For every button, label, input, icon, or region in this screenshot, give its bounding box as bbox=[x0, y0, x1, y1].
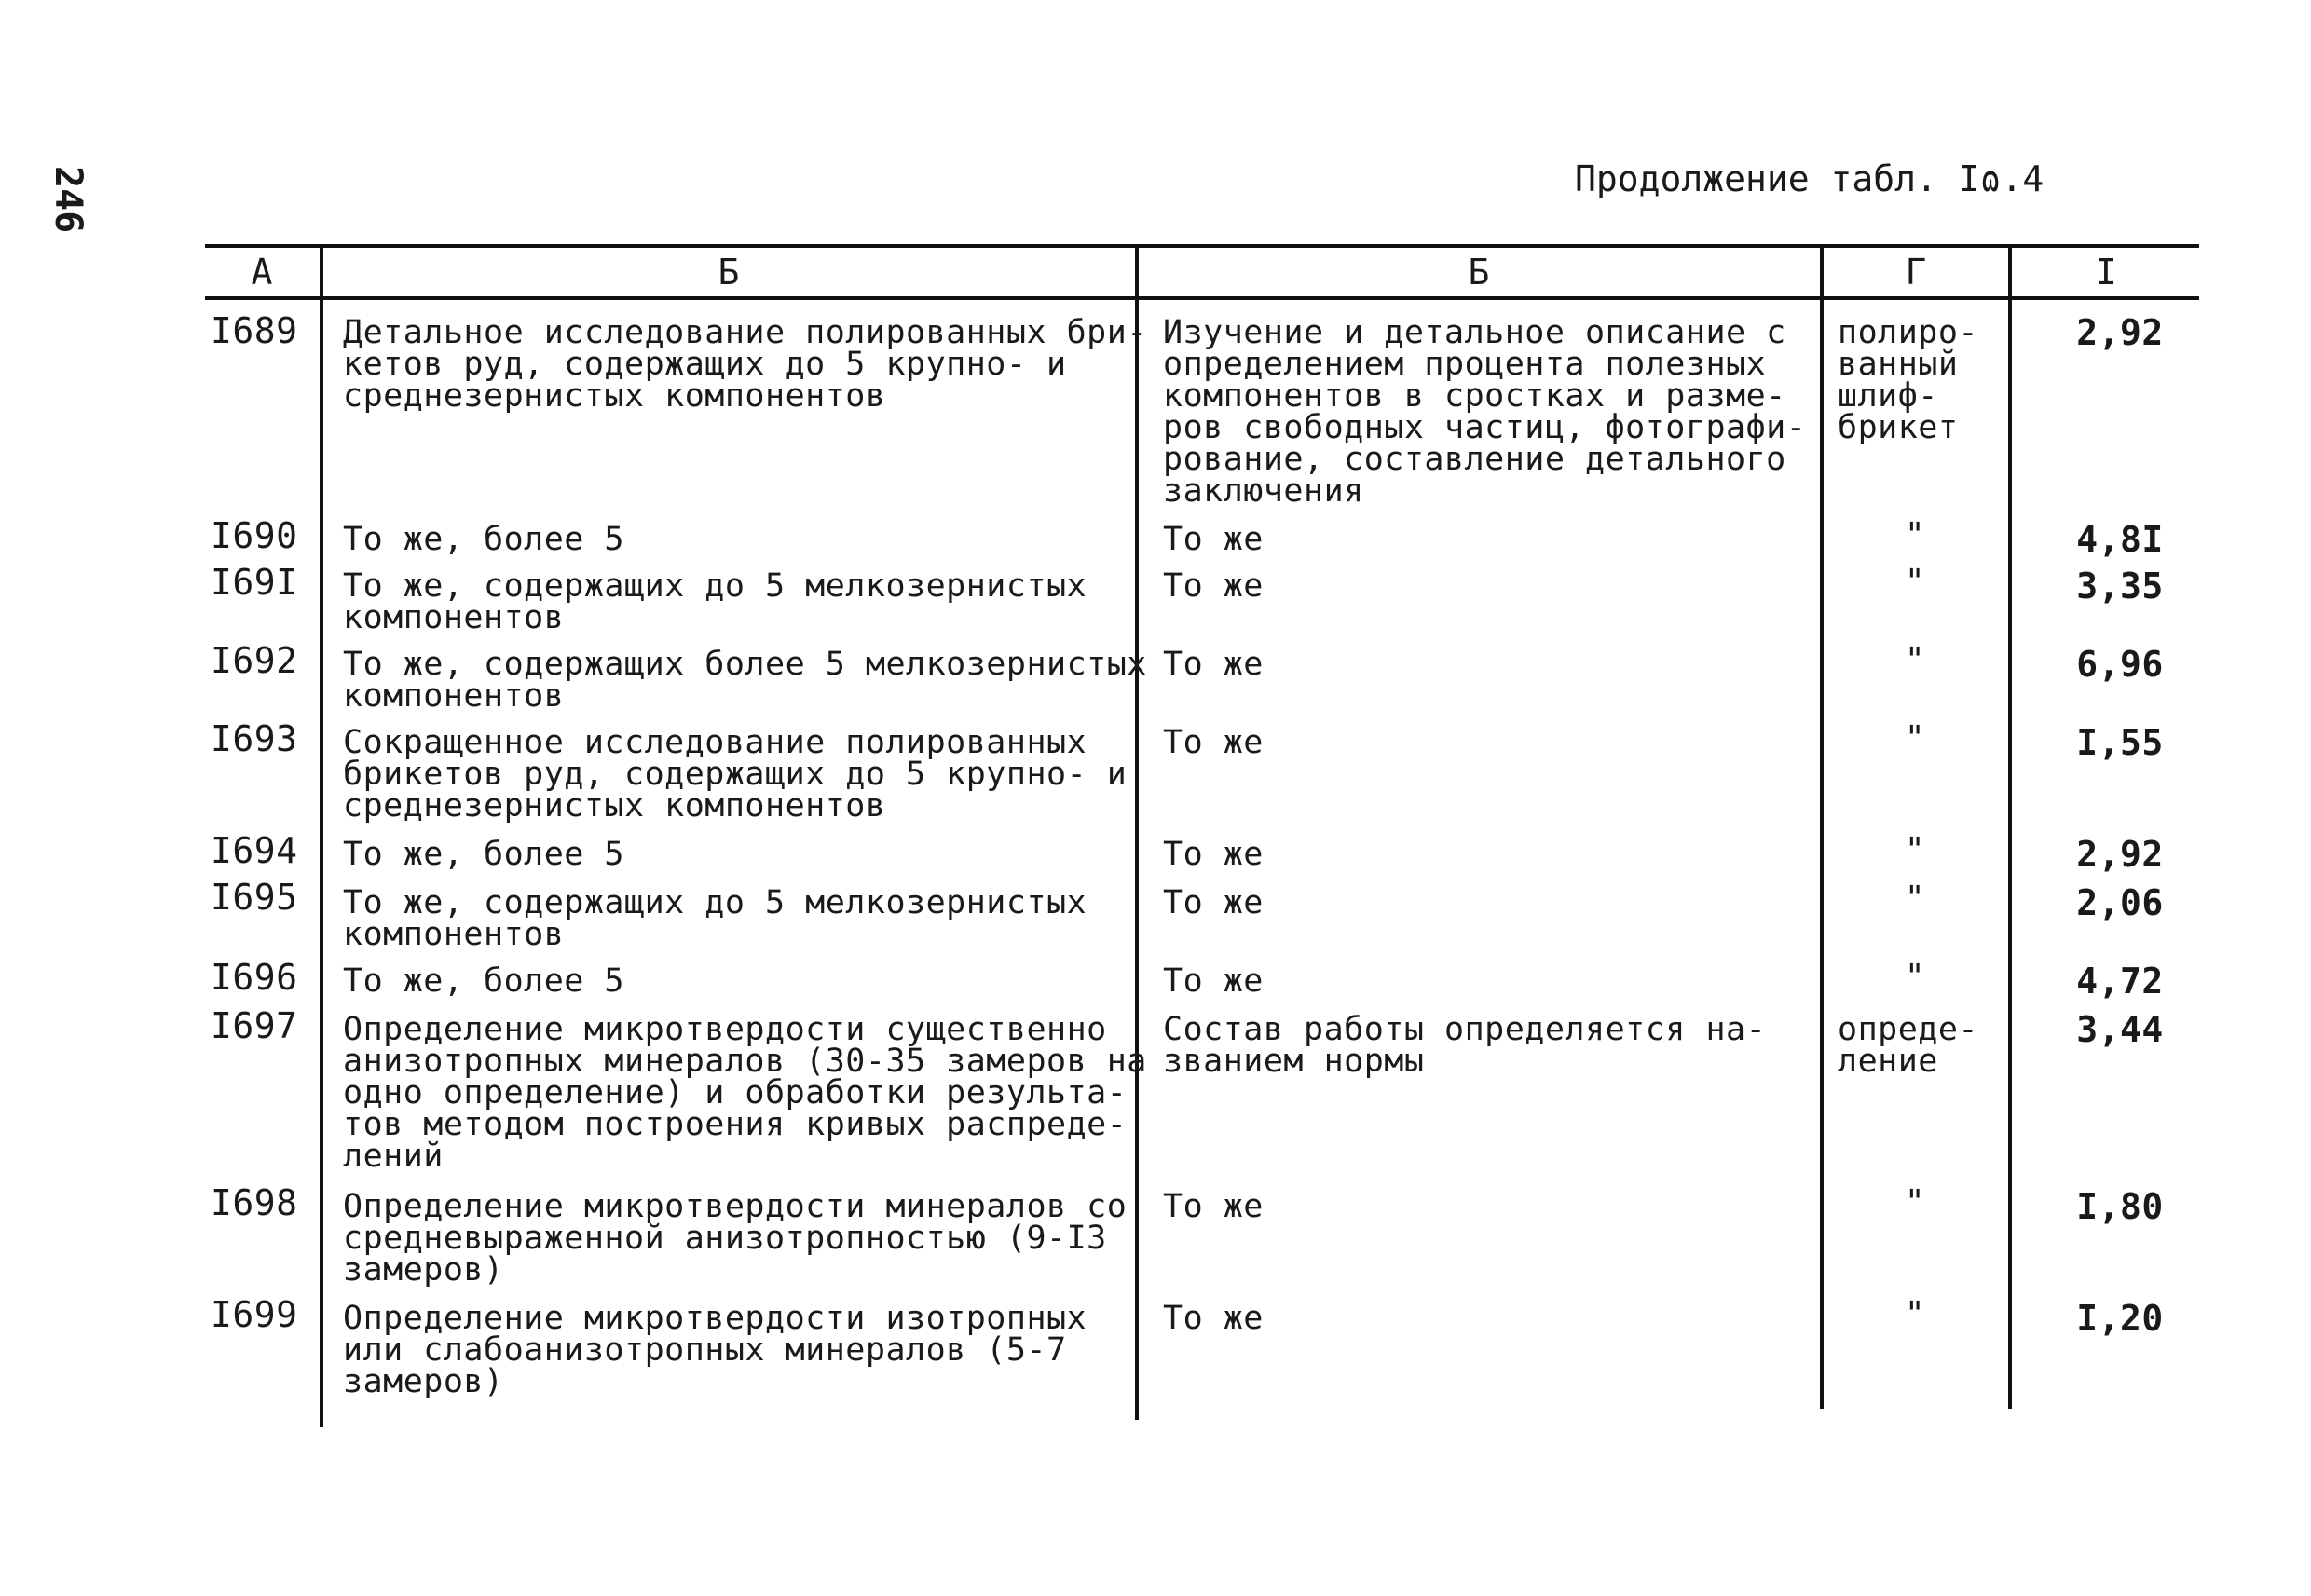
header-col-v: Б bbox=[1468, 252, 1490, 293]
row-price: 3,35 bbox=[2076, 566, 2164, 607]
header-col-a: А bbox=[251, 252, 273, 293]
table-top-rule bbox=[205, 244, 2199, 248]
norms-table bbox=[205, 244, 2199, 1427]
header-col-i: I bbox=[2095, 252, 2117, 293]
col-divider-g-i bbox=[2008, 244, 2012, 1409]
row-price: I,55 bbox=[2076, 722, 2164, 763]
col-divider-b-v bbox=[1135, 244, 1139, 1420]
row-price: 2,92 bbox=[2076, 834, 2164, 875]
row-price: I,80 bbox=[2076, 1186, 2164, 1227]
row-unit: " bbox=[1904, 516, 1926, 554]
row-id: I698 bbox=[211, 1182, 298, 1223]
row-unit: полиро- ванный шлиф- брикет bbox=[1838, 314, 1979, 446]
page-number: 246 bbox=[47, 166, 89, 234]
row-name: Сокращенное исследование полированных брикетов руд, содержащих до 5 крупно- и среднезернистых компонентов bbox=[343, 724, 1128, 825]
row-price: 2,92 bbox=[2076, 312, 2164, 353]
row-price: 2,06 bbox=[2076, 882, 2164, 923]
header-col-g: Г bbox=[1905, 252, 1927, 293]
row-id: I689 bbox=[211, 310, 298, 351]
col-divider-a-b bbox=[320, 244, 323, 1427]
row-name: Определение микротвердости минералов со средневыраженной анизотропностью (9-I3 замеров) bbox=[343, 1188, 1128, 1289]
row-name: То же, содержащих более 5 мелкозернистых компонентов bbox=[343, 646, 1147, 715]
row-name: Детальное исследование полированных бри- кетов руд, содержащих до 5 крупно- и среднезернистых компонентов bbox=[343, 314, 1147, 415]
table-caption: Продолжение табл. Iɷ.4 bbox=[1575, 158, 2044, 199]
row-id: I699 bbox=[211, 1294, 298, 1335]
row-id: I697 bbox=[211, 1005, 298, 1046]
row-work: Состав работы определяется на- званием нормы bbox=[1163, 1011, 1767, 1080]
row-name: То же, более 5 bbox=[343, 836, 625, 873]
row-price: I,20 bbox=[2076, 1298, 2164, 1339]
row-unit: " bbox=[1904, 831, 1926, 869]
row-id: I692 bbox=[211, 640, 298, 681]
row-name: То же, содержащих до 5 мелкозернистых компонентов bbox=[343, 884, 1087, 953]
row-id: I695 bbox=[211, 877, 298, 918]
header-bottom-rule bbox=[205, 296, 2199, 300]
row-unit: " bbox=[1904, 1295, 1926, 1333]
row-unit: " bbox=[1904, 719, 1926, 757]
row-work: То же bbox=[1163, 1300, 1264, 1337]
row-work: То же bbox=[1163, 1188, 1264, 1225]
row-price: 6,96 bbox=[2076, 644, 2164, 685]
col-divider-v-g bbox=[1820, 244, 1824, 1409]
row-unit: " bbox=[1904, 880, 1926, 918]
row-id: I694 bbox=[211, 830, 298, 871]
row-name: То же, содержащих до 5 мелкозернистых компонентов bbox=[343, 567, 1087, 636]
row-unit: опреде- ление bbox=[1838, 1011, 1979, 1080]
row-unit: " bbox=[1904, 641, 1926, 679]
row-name: То же, более 5 bbox=[343, 521, 625, 558]
row-name: То же, более 5 bbox=[343, 962, 625, 1000]
row-work: То же bbox=[1163, 884, 1264, 921]
row-id: I693 bbox=[211, 718, 298, 759]
row-work: То же bbox=[1163, 962, 1264, 1000]
row-name: Определение микротвердости изотропных или слабоанизотропных минералов (5-7 замеров) bbox=[343, 1300, 1087, 1400]
row-work: Изучение и детальное описание с определением процента полезных компонентов в сростках и разме- ров свободных частиц, фотографи- рование, составление детального заключения bbox=[1163, 314, 1807, 510]
row-work: То же bbox=[1163, 724, 1264, 761]
row-price: 3,44 bbox=[2076, 1009, 2164, 1050]
row-work: То же bbox=[1163, 567, 1264, 605]
row-id: I696 bbox=[211, 957, 298, 998]
row-unit: " bbox=[1904, 958, 1926, 996]
row-id: I690 bbox=[211, 515, 298, 556]
row-name: Определение микротвердости существенно анизотропных минералов (30-35 замеров на одно определение) и обработки результа- тов методом построения кривых распреде- лений bbox=[343, 1011, 1147, 1175]
row-price: 4,8I bbox=[2076, 519, 2164, 560]
row-unit: " bbox=[1904, 563, 1926, 601]
row-work: То же bbox=[1163, 521, 1264, 558]
row-work: То же bbox=[1163, 836, 1264, 873]
row-price: 4,72 bbox=[2076, 961, 2164, 1002]
header-col-b: Б bbox=[718, 252, 740, 293]
row-unit: " bbox=[1904, 1183, 1926, 1221]
row-work: То же bbox=[1163, 646, 1264, 683]
row-id: I69I bbox=[211, 562, 298, 603]
